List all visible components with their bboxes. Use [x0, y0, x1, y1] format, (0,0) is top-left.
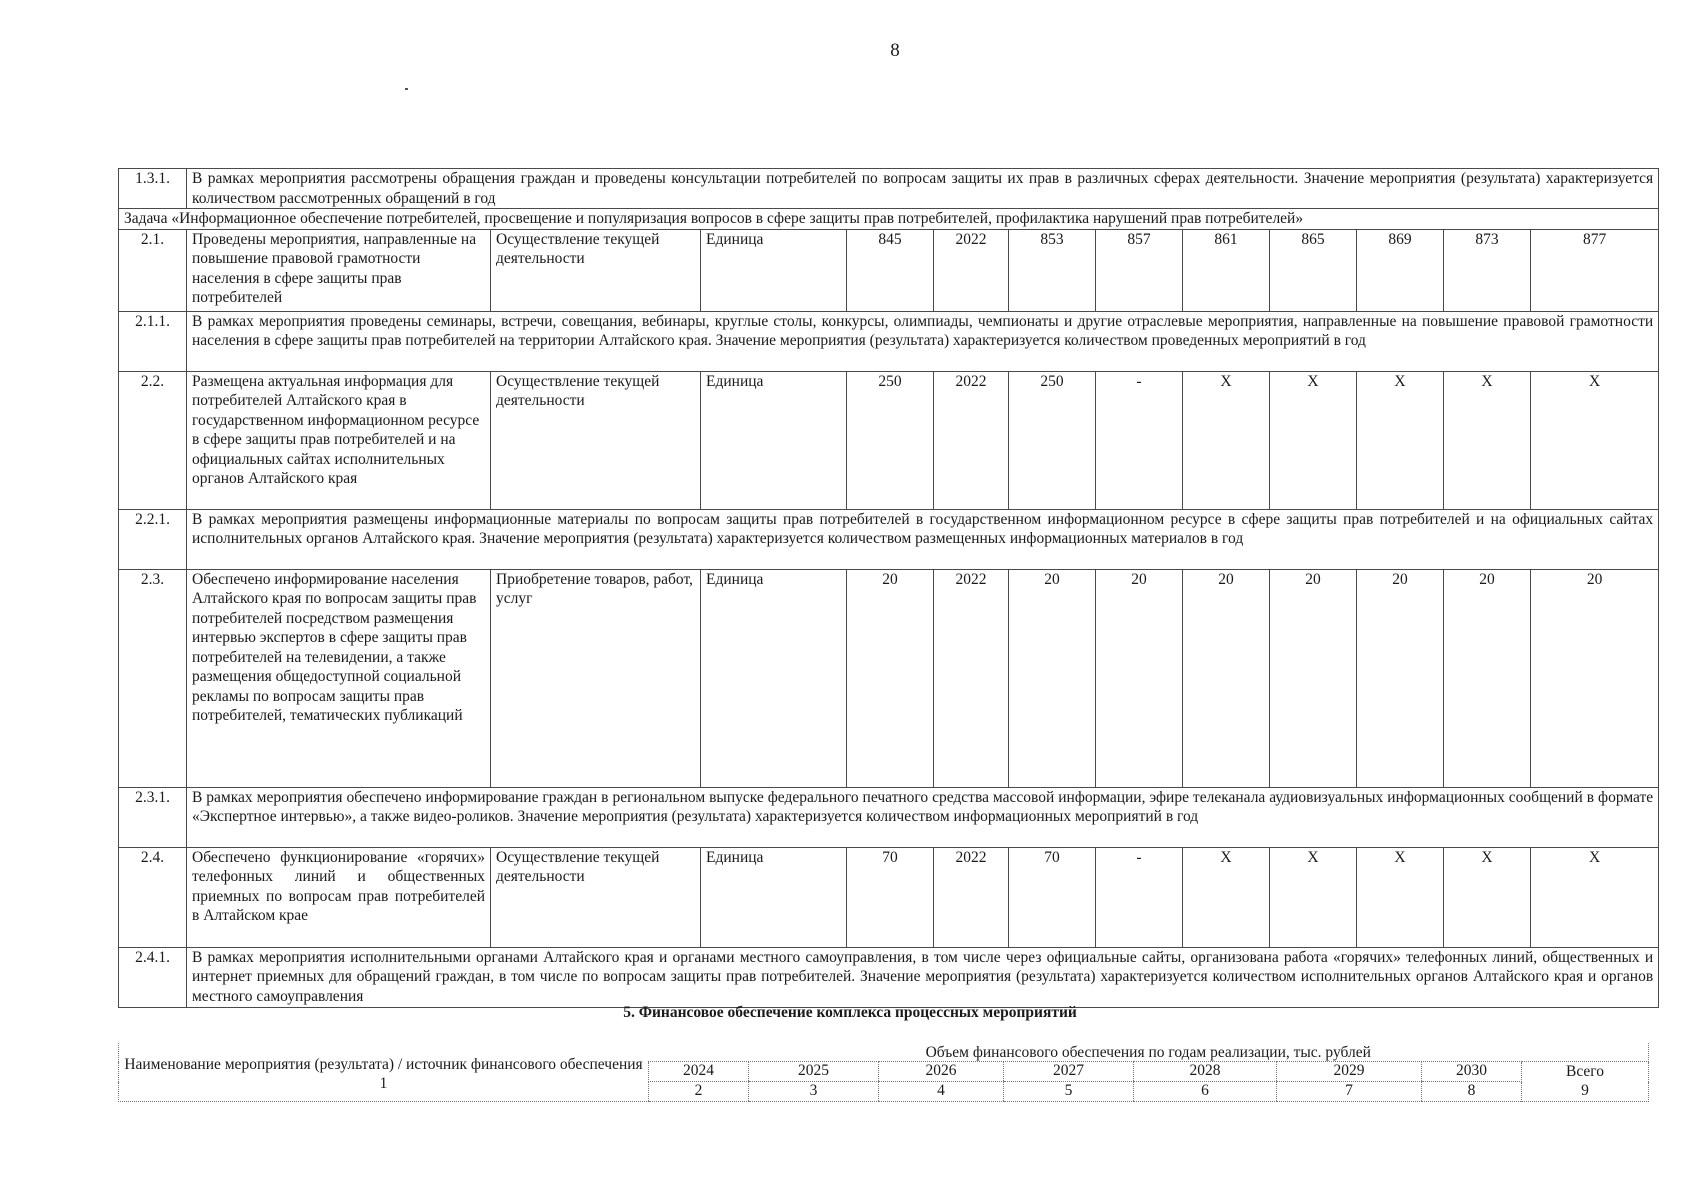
value-2024: 20	[1009, 569, 1096, 787]
table-row	[119, 947, 1659, 1007]
measure-description: В рамках мероприятия проведены семинары, встречи, совещания, вебинары, круглые столы, конкурсы, олимпиады, чемпионаты и другие отраслевые мероприятия, направленные на повышение правовой грамотности населения в сфере защиты прав потребителей на территории Алтайского края. Значение мероприятия (результата) характеризуется количеством проведенных мероприятий в год	[187, 311, 1659, 371]
table-row	[119, 229, 1659, 311]
value-2028: 869	[1357, 229, 1444, 311]
value-2026: X	[1183, 371, 1270, 509]
base-value: 845	[847, 229, 934, 311]
col-number-6: 6	[1134, 1082, 1277, 1102]
value-2026: X	[1183, 847, 1270, 947]
measure-name: Проведены мероприятия, направленные на повышение правовой грамотности населения в сфере защиты прав потребителей	[187, 229, 491, 311]
measure-description: В рамках мероприятия исполнительными органами Алтайского края и органами местного самоуправления, в том числе через официальные сайты, организована работа «горячих» телефонных линий, общественных и интернет приемных для обращений граждан, в том числе по вопросам защиты прав потребителей. Значение мероприятия (результата) характеризуется количеством исполнительных органов Алтайского края и органов местного самоуправления	[187, 947, 1659, 1007]
base-year: 2022	[934, 847, 1009, 947]
value-2027: X	[1270, 847, 1357, 947]
value-2026: 861	[1183, 229, 1270, 311]
scan-speck	[405, 88, 408, 90]
base-year: 2022	[934, 371, 1009, 509]
year-header-2027: 2027	[1004, 1062, 1134, 1082]
measure-type: Осуществление текущей деятельности	[491, 229, 701, 311]
table-row	[119, 169, 1659, 209]
table-row	[119, 787, 1659, 847]
measure-description: В рамках мероприятия обеспечено информирование граждан в региональном выпуске федерального печатного средства массовой информации, эфире телеканала аудиовизуальных информационных сообщений в формате «Экспертное интервью», а также видео-роликов. Значение мероприятия (результата) характеризуется количеством информационных мероприятий в год	[187, 787, 1659, 847]
table-row	[119, 509, 1659, 569]
value-2025: -	[1096, 847, 1183, 947]
value-2025: -	[1096, 371, 1183, 509]
row-number: 2.1.	[119, 229, 187, 311]
col-number-3: 3	[749, 1082, 879, 1102]
year-header-2028: 2028	[1134, 1062, 1277, 1082]
value-2028: X	[1357, 847, 1444, 947]
measure-name: Обеспечено функционирование «горячих» телефонных линий и общественных приемных по вопросам прав потребителей в Алтайском крае	[187, 847, 491, 947]
measure-type: Осуществление текущей деятельности	[491, 371, 701, 509]
value-2029: 873	[1444, 229, 1531, 311]
value-2025: 857	[1096, 229, 1183, 311]
page-number: 8	[890, 40, 900, 61]
value-2028: 20	[1357, 569, 1444, 787]
row-number: 1.3.1.	[119, 169, 187, 209]
row-number: 2.4.	[119, 847, 187, 947]
finance-total-col-number: 9	[1581, 1082, 1589, 1099]
year-header-2025: 2025	[749, 1062, 879, 1082]
measure-type: Приобретение товаров, работ, услуг	[491, 569, 701, 787]
value-2027: X	[1270, 371, 1357, 509]
measure-unit: Единица	[701, 569, 847, 787]
section-title: 5. Финансовое обеспечение комплекса процессных мероприятий	[623, 1004, 1077, 1021]
value-2030: X	[1531, 847, 1659, 947]
measure-name: Обеспечено информирование населения Алтайского края по вопросам защиты прав потребителей посредством размещения интервью экспертов в сфере защиты прав потребителей на телевидении, а также размещения общедоступной социальной рекламы по вопросам защиты прав потребителей, тематических публикаций	[187, 569, 491, 787]
row-number: 2.2.	[119, 371, 187, 509]
value-2024: 70	[1009, 847, 1096, 947]
col-number-5: 5	[1004, 1082, 1134, 1102]
table-row	[119, 371, 1659, 509]
measure-unit: Единица	[701, 229, 847, 311]
task-title: Задача «Информационное обеспечение потребителей, просвещение и популяризация вопросов в сфере защиты прав потребителей, профилактика нарушений прав потребителей»	[119, 209, 1659, 230]
finance-total-header: Всего	[1565, 1063, 1604, 1080]
value-2029: X	[1444, 371, 1531, 509]
col-number-8: 8	[1422, 1082, 1522, 1102]
base-year: 2022	[934, 229, 1009, 311]
measure-description: В рамках мероприятия размещены информационные материалы по вопросам защиты прав потребителей в государственном информационном ресурсе в сфере защиты прав потребителей и на официальных сайтах исполнительных органов Алтайского края. Значение мероприятия (результата) характеризуется количеством размещенных информационных материалов в год	[187, 509, 1659, 569]
value-2030: X	[1531, 371, 1659, 509]
value-2027: 20	[1270, 569, 1357, 787]
value-2024: 853	[1009, 229, 1096, 311]
value-2025: 20	[1096, 569, 1183, 787]
measures-table	[118, 168, 1659, 1008]
row-number: 2.2.1.	[119, 509, 187, 569]
finance-volume-header: Объем финансового обеспечения по годам реализации, тыс. рублей	[649, 1043, 1649, 1062]
row-number: 2.3.	[119, 569, 187, 787]
value-2028: X	[1357, 371, 1444, 509]
finance-name-col-number: 1	[379, 1074, 388, 1092]
col-number-7: 7	[1277, 1082, 1422, 1102]
measure-unit: Единица	[701, 847, 847, 947]
finance-name-cell	[119, 1043, 649, 1102]
base-value: 250	[847, 371, 934, 509]
measure-description: В рамках мероприятия рассмотрены обращения граждан и проведены консультации потребителей по вопросам защиты их прав в различных сферах деятельности. Значение мероприятия (результата) характеризуется количеством рассмотренных обращений в год	[187, 169, 1659, 209]
value-2030: 20	[1531, 569, 1659, 787]
value-2029: X	[1444, 847, 1531, 947]
measure-unit: Единица	[701, 371, 847, 509]
table-row	[119, 569, 1659, 787]
finance-total-cell	[1522, 1062, 1649, 1102]
value-2024: 250	[1009, 371, 1096, 509]
table-row	[119, 847, 1659, 947]
task-row	[119, 209, 1659, 230]
year-header-2029: 2029	[1277, 1062, 1422, 1082]
table-row	[119, 311, 1659, 371]
year-header-2030: 2030	[1422, 1062, 1522, 1082]
base-year: 2022	[934, 569, 1009, 787]
measure-name: Размещена актуальная информация для потребителей Алтайского края в государственном информационном ресурсе в сфере защиты прав потребителей и на официальных сайтах исполнительных органов Алтайского края	[187, 371, 491, 509]
value-2027: 865	[1270, 229, 1357, 311]
year-header-2024: 2024	[649, 1062, 749, 1082]
row-number: 2.4.1.	[119, 947, 187, 1007]
value-2026: 20	[1183, 569, 1270, 787]
base-value: 70	[847, 847, 934, 947]
year-header-2026: 2026	[879, 1062, 1004, 1082]
col-number-4: 4	[879, 1082, 1004, 1102]
col-number-2: 2	[649, 1082, 749, 1102]
row-number: 2.1.1.	[119, 311, 187, 371]
row-number: 2.3.1.	[119, 787, 187, 847]
finance-name-header: Наименование мероприятия (результата) / источник финансового обеспечения	[124, 1055, 643, 1073]
value-2030: 877	[1531, 229, 1659, 311]
value-2029: 20	[1444, 569, 1531, 787]
measure-type: Осуществление текущей деятельности	[491, 847, 701, 947]
base-value: 20	[847, 569, 934, 787]
finance-table	[118, 1043, 1649, 1102]
